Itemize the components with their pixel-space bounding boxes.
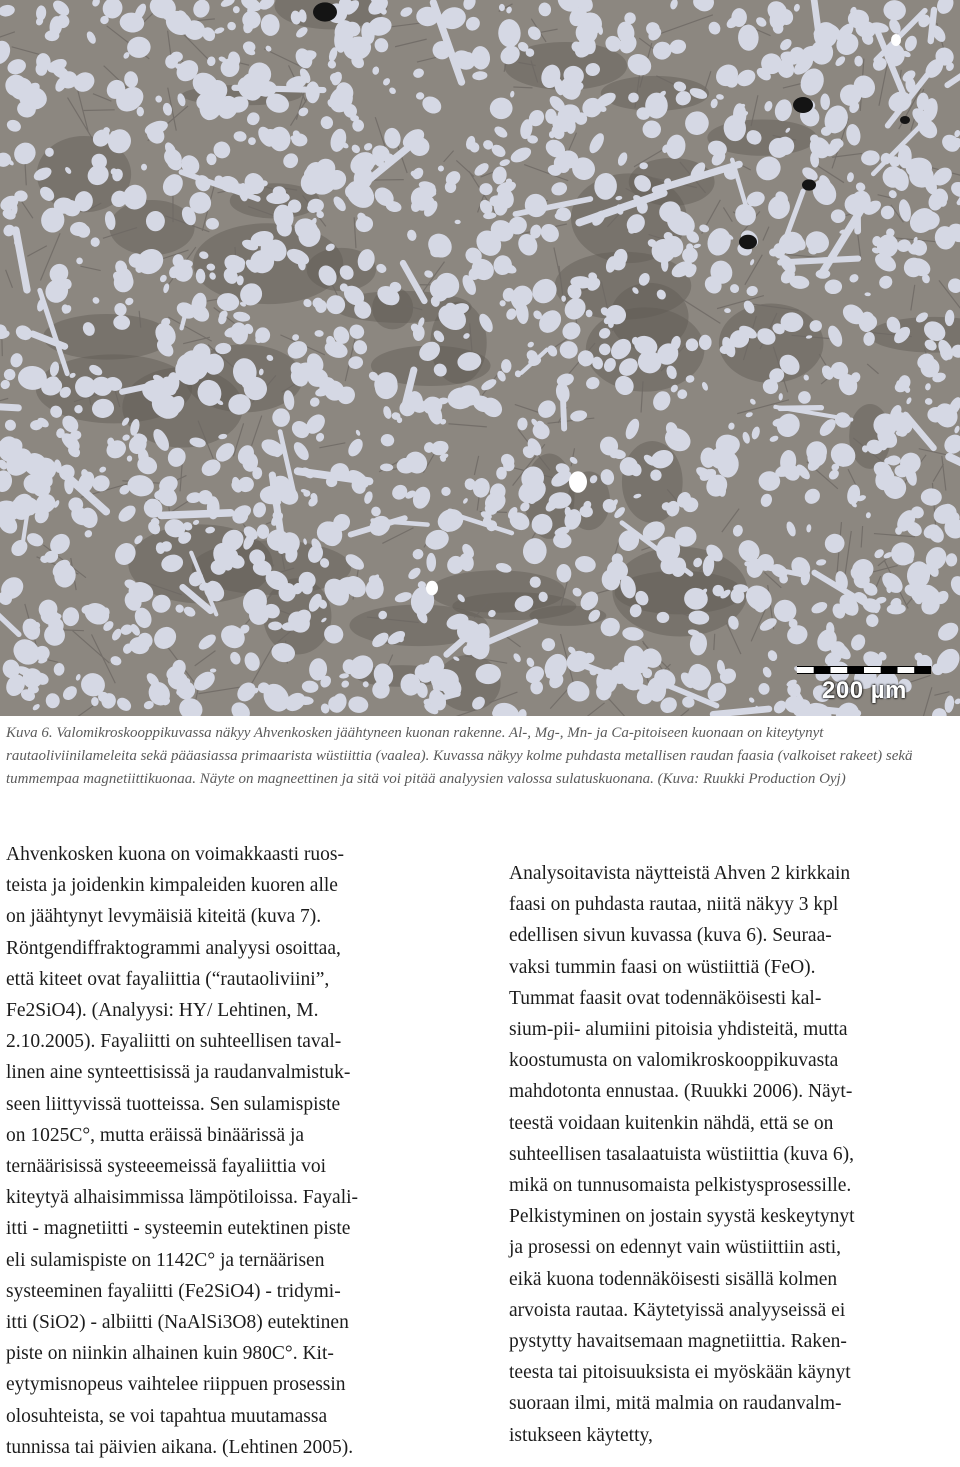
text-line: eytymisnopeus vaihtelee riippuen prosessin bbox=[6, 1374, 346, 1396]
text-line: piste on niinkin alhainen kuin 980C°. Kit- bbox=[6, 1343, 334, 1365]
text-line: linen aine synteettisissä ja raudanvalmistuk- bbox=[6, 1062, 351, 1084]
text-line: Pelkistyminen on jostain syystä keskeytynyt bbox=[509, 1206, 855, 1228]
text-line: systeeminen fayaliitti (Fe2SiO4) - tridymi- bbox=[6, 1280, 341, 1302]
text-line: vaksi tummin faasi on wüstiittiä (FeO). bbox=[509, 956, 816, 978]
text-line: mikä on tunnusomaista pelkistysprosessille. bbox=[509, 1175, 852, 1197]
text-line: sium-pii- alumiini pitoisia yhdisteitä, mutta bbox=[509, 1019, 848, 1041]
text-line: Ahvenkosken kuona on voimakkaasti ruos- bbox=[6, 844, 344, 865]
text-line: on jäähtynyt levymäisiä kiteitä (kuva 7). bbox=[6, 906, 322, 928]
text-line: istukseen käytetty, bbox=[509, 1424, 653, 1446]
text-line: kiteytyä alhaisimmissa lämpötiloissa. Fayali- bbox=[6, 1187, 359, 1209]
text-line: pystytty havaitsemaan magnetiittia. Raken- bbox=[509, 1331, 847, 1353]
figure-caption: Kuva 6. Valomikroskooppikuvassa näkyy Ahvenkosken jäähtyneen kuonan rakenne. Al-, Mg-, Mn- ja Ca-pitoiseen kuonaan on kiteytynyt rautaoliviinilameleita sekä pääasiassa primaarista wüstiittia (vaalea). Kuvassa näkyy kolme puhdasta metallisen raudan faasia (valkoiset rakeet) sekä tummempaa magnetiittikuonaa. Näyte on magneettinen ja sitä voi pitää analyysien valossa sulatuskuonana. (Kuva: Ruukki Production Oyj) bbox=[6, 725, 913, 787]
text-line: teista ja joidenkin kimpaleiden kuoren alle bbox=[6, 875, 338, 897]
micrograph-image bbox=[0, 0, 960, 716]
text-line: teesta tai pitoisuuksista ei myöskään käynyt bbox=[509, 1362, 851, 1384]
text-line: Tummat faasit ovat todennäköisesti kal- bbox=[509, 987, 822, 1009]
text-line: ternäärisissä systeeemeissä fayaliittia voi bbox=[6, 1156, 327, 1178]
micrograph-texture bbox=[0, 0, 960, 716]
text-line: eli sulamispiste on 1142C° ja ternäärisen bbox=[6, 1249, 325, 1271]
body-text-left-column bbox=[6, 839, 358, 1463]
text-line: Röntgendiffraktogrammi analyysi osoittaa, bbox=[6, 937, 341, 959]
text-line: 2.10.2005). Fayaliitti on suhteellisen taval- bbox=[6, 1031, 342, 1053]
text-line: on 1025C°, mutta eräissä binäärissä ja bbox=[6, 1124, 305, 1146]
text-line: itti - magnetiitti - systeemin eutektinen piste bbox=[6, 1218, 351, 1240]
text-line: koostumusta on valomikroskooppikuvasta bbox=[509, 1050, 839, 1072]
text-line: Fe2SiO4). (Analyysi: HY/ Lehtinen, M. bbox=[6, 1000, 319, 1022]
text-line: seen liittyvissä tuotteissa. Sen sulamispiste bbox=[6, 1093, 341, 1115]
text-line: tunnissa tai päivien aikana. (Lehtinen 2005). bbox=[6, 1436, 354, 1458]
text-line: Analysoitavista näytteistä Ahven 2 kirkkain bbox=[509, 863, 851, 884]
scale-bar-label: 200 µm bbox=[822, 677, 907, 704]
text-line: arvoista rautaa. Käytetyissä analyyseissä ei bbox=[509, 1299, 846, 1321]
text-line: suoraan ilmi, mitä malmia on raudanvalm- bbox=[509, 1393, 842, 1415]
text-line: teestä voidaan kuitenkin nähdä, että se on bbox=[509, 1112, 834, 1134]
text-line: itti (SiO2) - albiitti (NaAlSi3O8) eutektinen bbox=[6, 1312, 349, 1334]
text-line: olosuhteista, se voi tapahtua muutamassa bbox=[6, 1405, 328, 1427]
text-line: edellisen sivun kuvassa (kuva 6). Seuraa- bbox=[509, 925, 832, 947]
text-line: eikä kuona todennäköisesti sisällä kolmen bbox=[509, 1268, 838, 1290]
text-line: että kiteet ovat fayaliittia (“rautaoliviini”, bbox=[6, 968, 330, 990]
text-line: suhteellisen tasalaatuista wüstiittia (kuva 6), bbox=[509, 1143, 854, 1165]
text-line: faasi on puhdasta rautaa, niitä näkyy 3 kpl bbox=[509, 894, 839, 916]
body-text-right-column bbox=[509, 858, 855, 1451]
text-line: mahdotonta ennustaa. (Ruukki 2006). Näyt- bbox=[509, 1081, 853, 1103]
text-line: ja prosessi on edennyt vain wüstiittiin asti, bbox=[509, 1237, 842, 1259]
